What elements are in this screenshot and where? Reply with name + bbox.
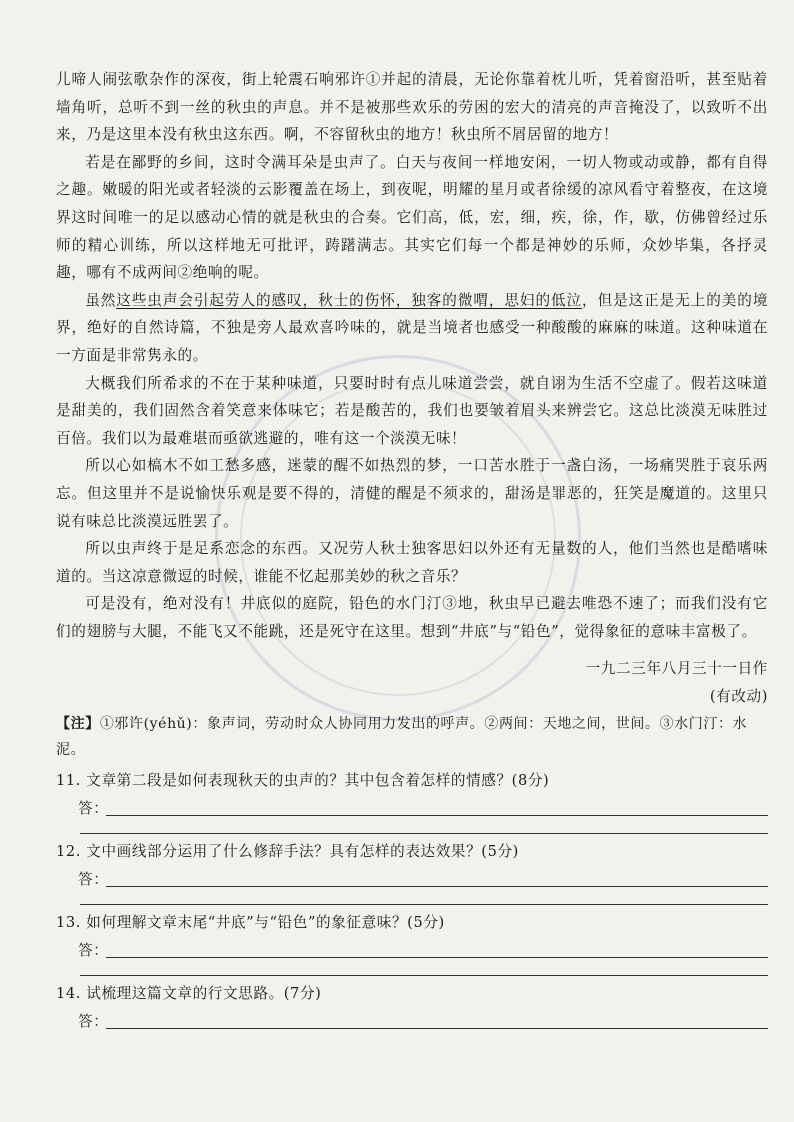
notes-label: 【注】 (56, 715, 100, 732)
question-text: 11. 文章第二段是如何表现秋天的虫声的？其中包含着怎样的情感？(8分) (56, 771, 550, 789)
answer-label: 答： (78, 941, 109, 959)
answer-line[interactable] (80, 975, 768, 976)
notes-text: ①邪许(yéhǔ)：象声词，劳动时众人协同用力发出的呼声。②两间：天地之间，世间。③水门汀：水泥。 (56, 715, 748, 758)
question-text: 12. 文中画线部分运用了什么修辞手法？具有怎样的表达效果？(5分) (56, 842, 519, 860)
paragraph-7: 可是没有，绝对没有！井底似的庭院，铅色的水门汀③地，秋虫早已避去唯恐不速了；而我们没有它们的翅膀与大腿，不能飞又不能跳，还是死守在这里。想到“井底”与“铅色”，觉得象征的意味丰富极了。 (56, 595, 768, 640)
answer-label: 答： (78, 1012, 109, 1030)
paragraph-2: 若是在鄙野的乡间，这时令满耳朵是虫声了。白天与夜间一样地安闲，一切人物或动或静，都有自得之趣。嫩暖的阳光或者轻淡的云影覆盖在场上，到夜呢，明耀的星月或者徐缓的凉风看守着整夜，在这境界这时间唯一的足以感动心情的就是秋虫的合奏。它们高，低，宏，细，疾，徐，作，歇，仿佛曾经过乐师的精心训练，所以这样地无可批评，踌躇满志。其实它们每一个都是神妙的乐师，众妙毕集，各抒灵趣，哪有不成两间②绝响的呢。 (56, 153, 768, 282)
answer-area[interactable] (78, 793, 768, 819)
question-text: 14. 试梳理这篇文章的行文思路。(7分) (56, 984, 322, 1002)
date-line: 一九二三年八月三十一日作 (585, 660, 768, 678)
answer-area[interactable] (78, 935, 768, 961)
document-page (56, 66, 768, 1032)
annotation-notes (56, 711, 768, 763)
question-11 (56, 769, 768, 834)
paragraph-3-post: ，但是这正是无上的美的境界，绝好的自然诗篇，不独是旁人最欢喜吟味的，就是当境者也感受一种酸酸的麻麻的味道。这种味道在一方面是非常隽永的。 (56, 291, 769, 364)
answer-line[interactable] (80, 904, 768, 905)
underlined-sentence: 这些虫声会引起劳人的感叹，秋士的伤怀，独客的微喟，思妇的低泣 (116, 291, 583, 309)
question-13 (56, 911, 768, 976)
revision-note: (有改动) (709, 688, 768, 706)
question-14 (56, 982, 768, 1032)
answer-label: 答： (78, 799, 109, 817)
question-text: 13. 如何理解文章末尾“井底”与“铅色”的象征意味？(5分) (56, 913, 445, 931)
paragraph-4: 大概我们所希求的不在于某种味道，只要时时有点儿味道尝尝，就自诩为生活不空虚了。假若这味道是甜美的，我们固然含着笑意来体味它；若是酸苦的，我们也要皱着眉头来辨尝它。这总比淡漠无味胜过百倍。我们以为最难堪而亟欲逃避的，唯有这一个淡漠无味！ (56, 374, 768, 447)
paragraph-1: 儿啼人闹弦歌杂作的深夜，街上轮震石响邪许①并起的清晨，无论你靠着枕儿听，凭着窗沿听，甚至贴着墙角听，总听不到一丝的秋虫的声息。并不是被那些欢乐的劳困的宏大的清亮的声音掩没了，以致听不出来，乃是这里本没有秋虫这东西。啊，不容留秋虫的地方！秋虫所不屑居留的地方！ (56, 71, 768, 144)
paragraph-5: 所以心如槁木不如工愁多感，迷蒙的醒不如热烈的梦，一口苦水胜于一盏白汤，一场痛哭胜于哀乐两忘。但这里并不是说愉快乐观是要不得的，清健的醒是不须求的，甜汤是罪恶的，狂笑是魔道的。这里只说有味总比淡漠远胜罢了。 (56, 457, 768, 530)
paragraph-3 (56, 287, 768, 370)
question-12 (56, 840, 768, 905)
paragraph-3-pre: 虽然 (85, 291, 117, 309)
paragraph-6: 所以虫声终于是足系恋念的东西。又况劳人秋士独客思妇以外还有无量数的人，他们当然也是酷嗜味道的。当这凉意微逗的时候，谁能不忆起那美妙的秋之音乐？ (56, 540, 768, 585)
answer-line[interactable] (80, 833, 768, 834)
answer-label: 答： (78, 870, 109, 888)
answer-area[interactable] (78, 864, 768, 890)
answer-area[interactable] (78, 1006, 768, 1032)
